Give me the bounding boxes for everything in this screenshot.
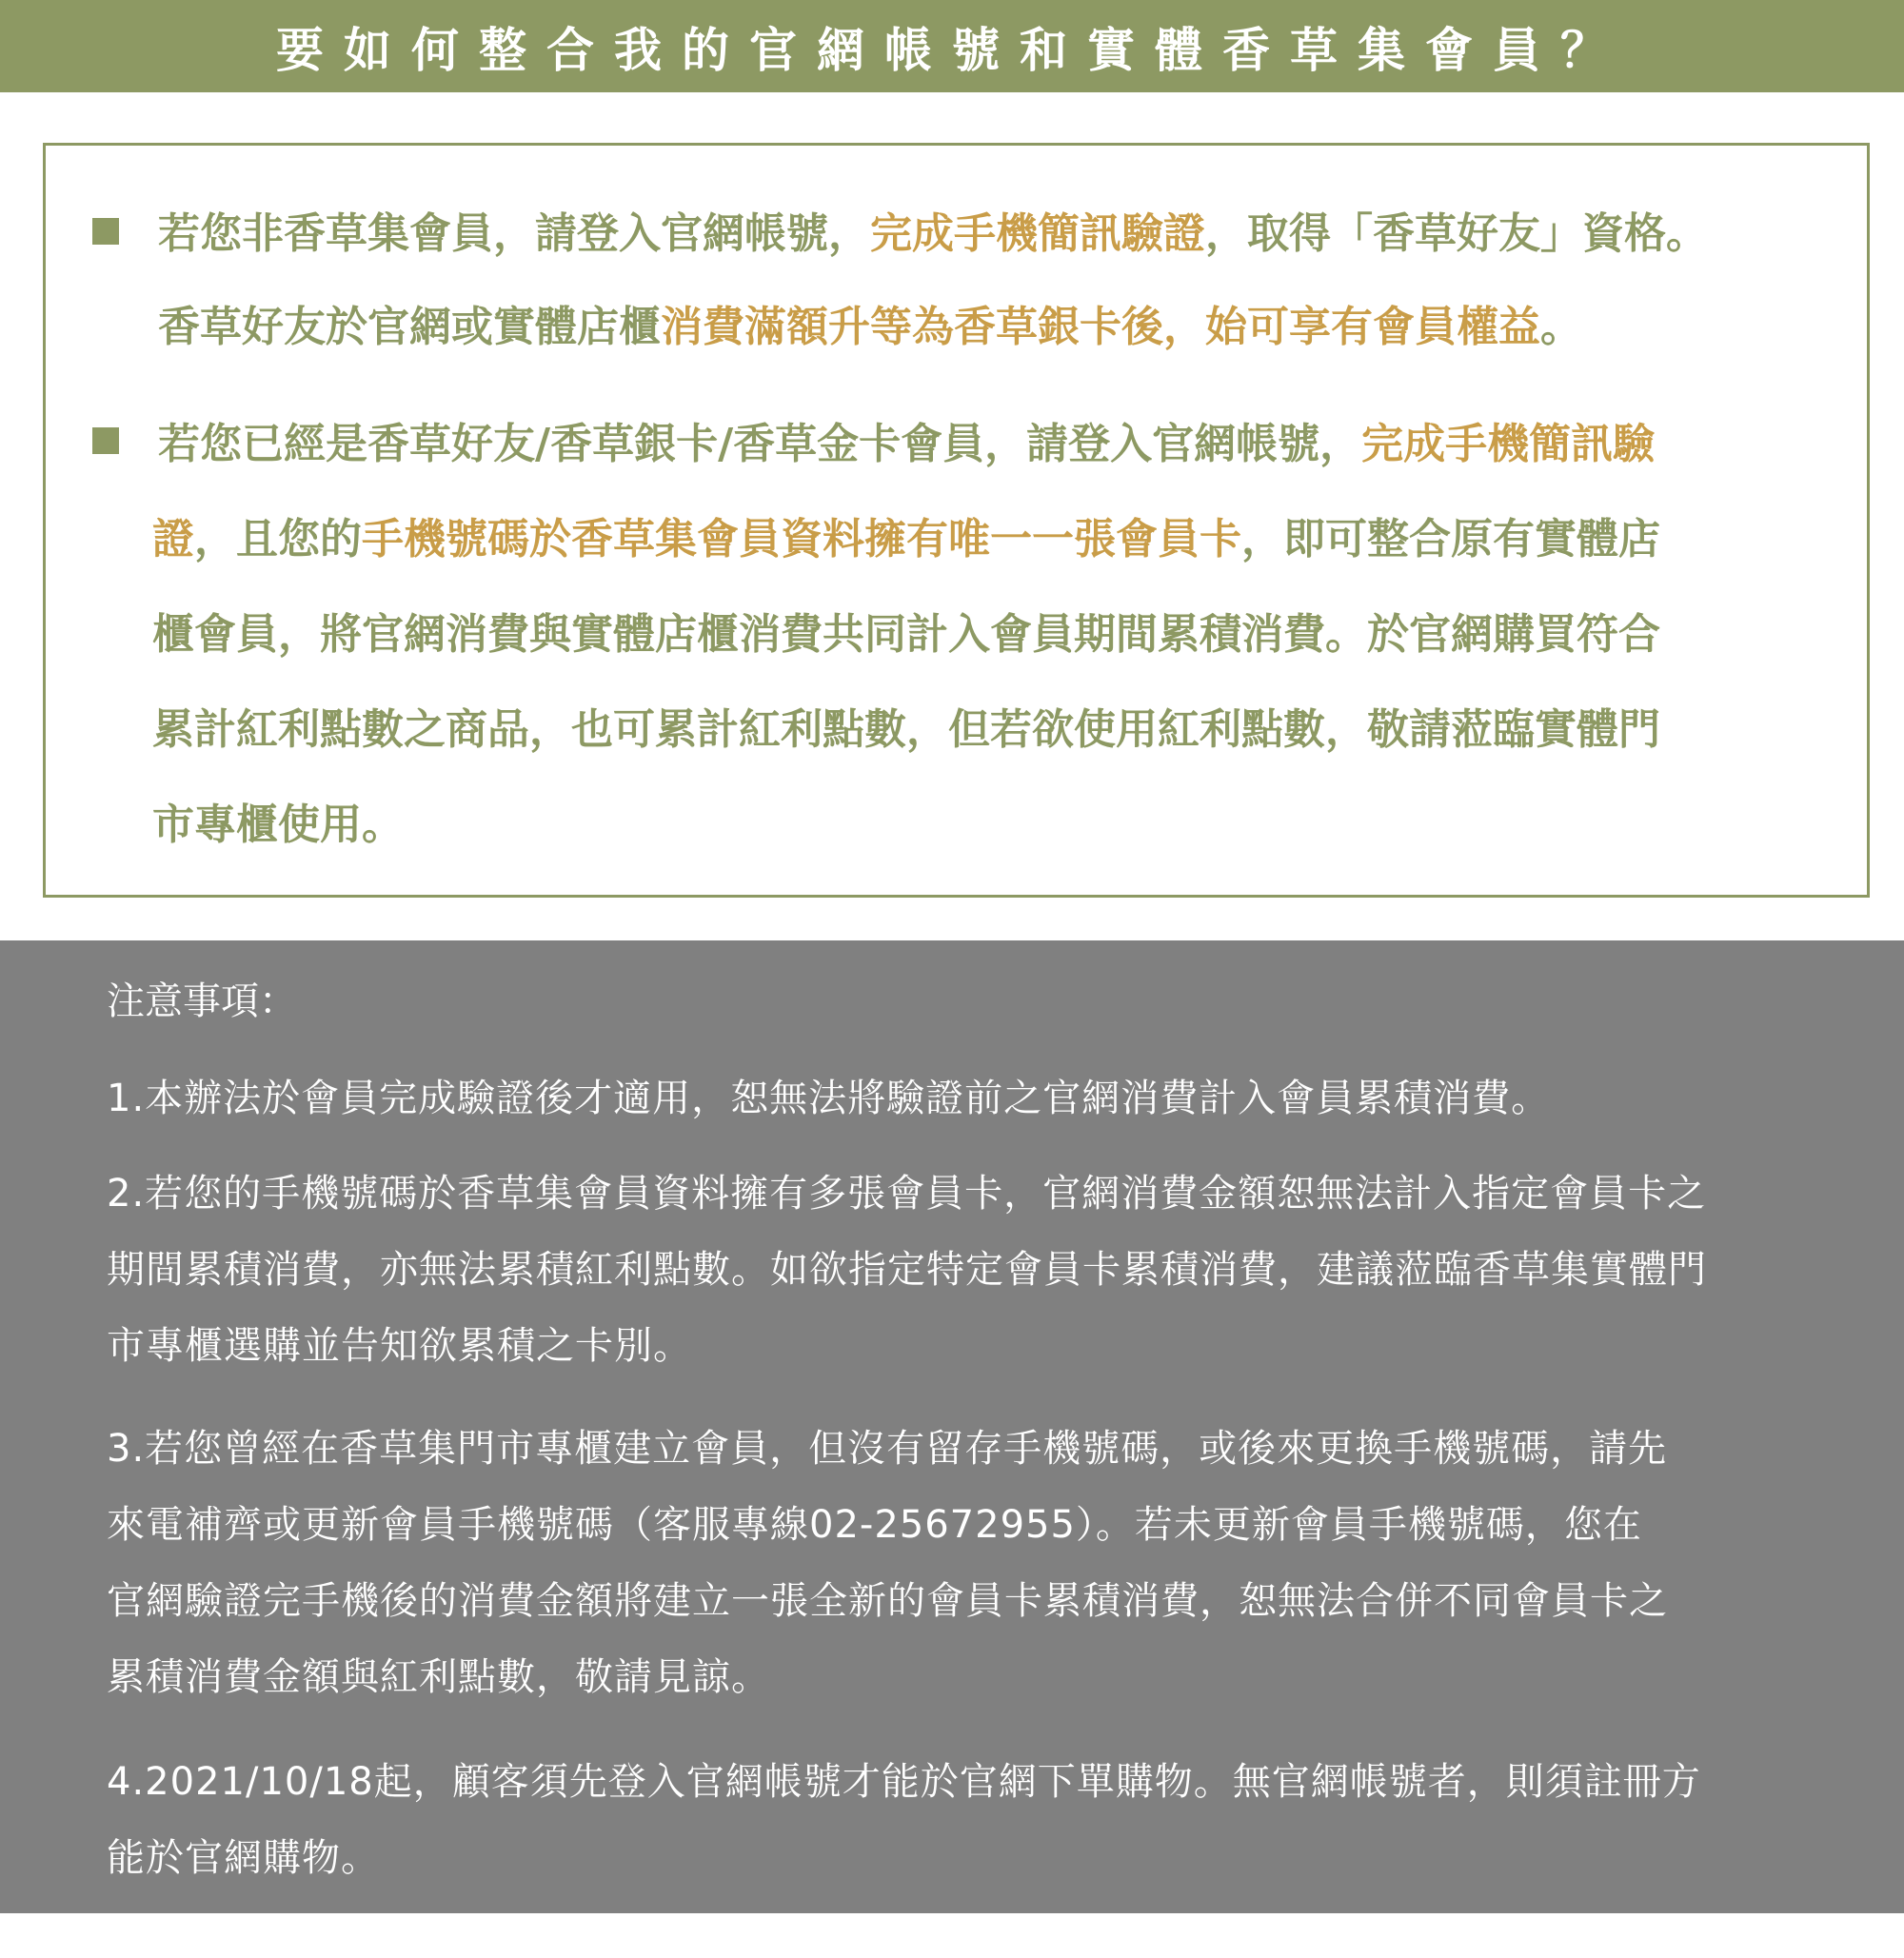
- note-line: 累積消費金額與紅利點數，敬請見諒。: [107, 1655, 770, 1699]
- text-segment: 香草好友於官網或實體店櫃: [158, 303, 661, 351]
- info-line: [158, 188, 1708, 281]
- note-item: [107, 1744, 1701, 1896]
- note-item: [107, 1156, 1707, 1384]
- info-line: [158, 281, 1708, 374]
- info-line: 累計紅利點數之商品，也可累計紅利點數，但若欲使用紅利點數，敬請蒞臨實體門: [152, 705, 1660, 754]
- info-line: 市專櫃使用。: [152, 801, 404, 849]
- note-line: 1.本辦法於會員完成驗證後才適用，恕無法將驗證前之官網消費計入會員累積消費。: [107, 1077, 1551, 1120]
- info-line: [152, 397, 1660, 492]
- square-bullet-icon: [92, 427, 119, 454]
- note-line: 期間累積消費，亦無法累積紅利點數。如欲指定特定會員卡累積消費，建議蒞臨香草集實體門: [107, 1248, 1707, 1292]
- page-title: 要如何整合我的官網帳號和實體香草集會員？: [276, 22, 1628, 78]
- text-segment: 若您非香草集會員，請登入官網帳號，: [158, 209, 870, 258]
- text-segment: ，即可整合原有實體店: [1241, 515, 1660, 564]
- info-line: 櫃會員，將官網消費與實體店櫃消費共同計入會員期間累積消費。於官網購買符合: [152, 610, 1660, 659]
- info-line: [152, 492, 1660, 587]
- highlight-text: 消費滿額升等為香草銀卡後，始可享有會員權益: [661, 303, 1540, 351]
- info-item-text: [152, 397, 1660, 873]
- text-segment: ，且您的: [194, 515, 362, 564]
- note-line: 4.2021/10/18起，顧客須先登入官網帳號才能於官網下單購物。無官網帳號者，則須註冊方: [107, 1760, 1701, 1804]
- highlight-text: 完成手機簡訊驗: [1361, 420, 1656, 468]
- highlight-text: 手機號碼於香草集會員資料擁有唯一一張會員卡: [362, 515, 1241, 564]
- info-item-text: [158, 188, 1708, 374]
- note-line: 3.若您曾經在香草集門市專櫃建立會員，但沒有留存手機號碼，或後來更換手機號碼，請先: [107, 1427, 1668, 1471]
- note-line: 來電補齊或更新會員手機號碼（客服專線02-25672955）。若未更新會員手機號碼，您在: [107, 1503, 1642, 1547]
- notes-title: 注意事項：: [107, 979, 297, 1023]
- note-line: 官網驗證完手機後的消費金額將建立一張全新的會員卡累積消費，恕無法合併不同會員卡之: [107, 1579, 1668, 1623]
- highlight-text: 完成手機簡訊驗證: [870, 209, 1205, 258]
- text-segment: ，取得「香草好友」資格。: [1205, 209, 1708, 258]
- notes-panel: [0, 940, 1904, 1913]
- info-box: [43, 143, 1870, 898]
- square-bullet-icon: [92, 218, 119, 245]
- text-segment: 。: [1540, 303, 1582, 351]
- note-line: 能於官網購物。: [107, 1836, 380, 1880]
- note-line: 2.若您的手機號碼於香草集會員資料擁有多張會員卡，官網消費金額恕無法計入指定會員卡之: [107, 1172, 1707, 1216]
- note-item: [107, 1060, 1550, 1137]
- title-banner: [0, 0, 1904, 92]
- note-item: [107, 1411, 1668, 1715]
- text-segment: 若您已經是香草好友/香草銀卡/香草金卡會員，請登入官網帳號，: [158, 420, 1362, 468]
- highlight-text: 證: [152, 515, 194, 564]
- note-line: 市專櫃選購並告知欲累積之卡別。: [107, 1324, 692, 1368]
